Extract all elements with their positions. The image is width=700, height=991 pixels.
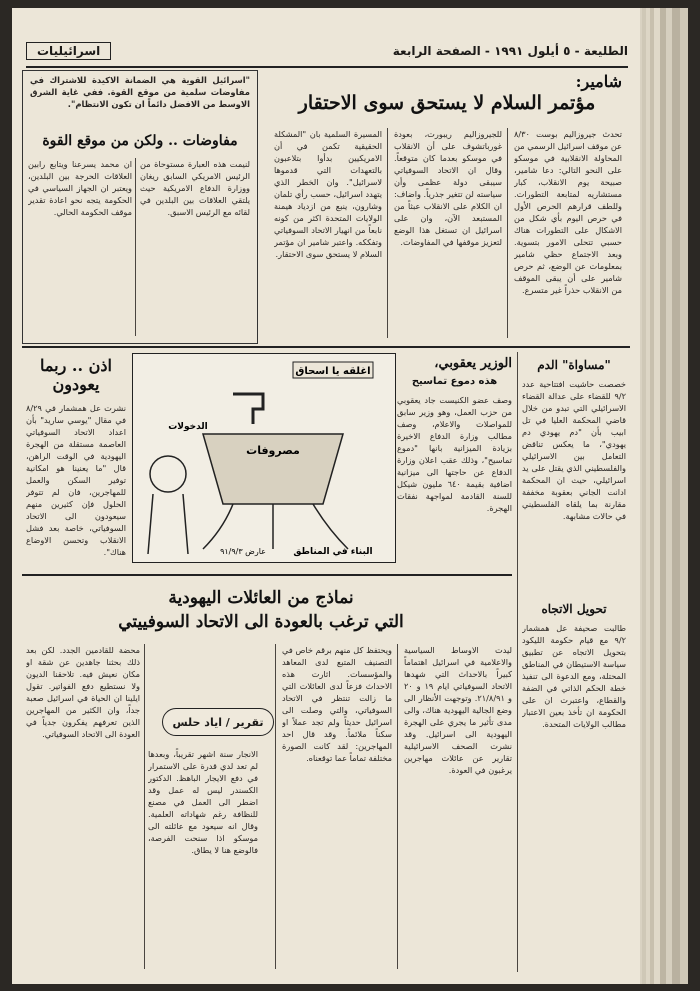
minister-headline: الوزير يعقوبي، (434, 356, 512, 371)
lead-headline: مؤتمر السلام لا يستحق سوى الاحتقار (298, 92, 596, 114)
families-col-4: محضة للقادمين الجدد. لكن بعد ذلك بحثنا جاهدين عن شقة او مكان نعيش فيه. تلاحقنا الديون ولا نستطيع دفع الفواتير. تقول ايلينا ان الحياة في اسرائيل صعبة جداً، وان الكثير من المهاجرين الذين تعرفهم يفكرون جدياً في العودة الى الاتحاد السوفياتي. (26, 645, 140, 739)
sidebar-intro: "اسرائيل القوية هي الضمانة الاكيدة للاشتراك في مفاوضات سلمية من موقع القوة. ففي غاية الشرق الاوسط من الافضل دائماً ان تكون الانتظام". (30, 75, 250, 109)
cartoon-title: اغلقه يا اسحاق (295, 366, 371, 377)
political-cartoon (132, 353, 396, 563)
families-headline-1: نماذج من العائلات اليهودية (168, 588, 354, 608)
sidebar-col-1: لنيمت هذه العبارة مستوحاة من الرئيس الامريكي السابق ريغان ووزارة الدفاع الامريكية حيث يلتقي العلاقات بين البلدين في لقائه مع الرئيس الاسبق. (140, 159, 250, 217)
cartoon-flow-label: الدخولات (168, 422, 208, 432)
families-headline-2: التي ترغب بالعودة الى الاتحاد السوفييتي (118, 612, 404, 632)
shift-headline: تحويل الاتجاه (541, 602, 607, 616)
equality-body: خصصت حاشيت افتتاحية عدد ٩/٢ للقضاء على عدالة القضاء الاسرائيلي التي تبدو من خلال قاضي المحكمة العليا في تل ابيب بأن "دم يهودي دم يهودي"، ما يعكس تناقض التعامل بين الاسرائيلي والفلسطيني الذي يقتل على يد اسرائيلي، حيث ان المحكمة ادانت الجاني بعقوبة مخففة مقارنة بما يلقاه الفلسطيني في حالات مشابهة. (522, 379, 626, 521)
families-col-2: ويحتفظ كل منهم برقم خاص في التصنيف المتبع لدى المعاهد والمؤسسات. اثارت هذه الاحداث فزعاً لدى العائلات التي ما زالت تنتظر في الاتحاد السوفياتي، والتي وصلت الى اسرائيل حديثاً ولم تجد عملاً او سكناً ملائماً. وقد قال احد المهاجرين: لقد كانت الصورة مختلفة تماماً عما توقعناه. (282, 645, 392, 763)
cartoon-bowl-label: مصروفات (246, 444, 300, 457)
sidebar-headline: مفاوضات .. ولكن من موقع القوة (42, 133, 238, 149)
families-col-1: ليدت الاوساط السياسية والاعلامية في اسرائيل اهتماماً كبيراً بالاحداث التي شهدها الاتحاد السوفياتي ايام ١٩ و ٢٠ و ٢١/٨/٩١. وتوجهت الأنظار الى وضع الجالية اليهودية هناك، والى مدى تأثير ما يجري على الهجرة اليهودية الى اسرائيل. وقد نشرت الصحف الاسرائيلية تقارير عن عائلات مهاجرين يرغبون في العودة. (404, 645, 512, 775)
lead-kicker: شامير: (575, 72, 622, 91)
lead-col-2: للجيروزاليم ريبورت، بعودة غورباتشوف على أن الانقلاب في موسكو بعدما كان متوقعاً. وقال ان الاتحاد السوفياتي سيبقى دولة عظمى وأن سياسته لن تتغير جذرياً. واضاف: ان الكلام على الانقلاب عبثاً من المستبعد الآن، وان على اسرائيل ان تستغل هذا الوضع لتعزيز موقفها في المفاوضات. (394, 129, 502, 247)
equality-headline: "مساواة" الدم (537, 358, 611, 372)
families-col-3: الانجار سنة اشهر تقريباً، وبعدها لم تعد لدي قدرة على الاستمرار في دفع الايجار الباهظ. الدكتور الكسندر ليس له عمل وقد اضطر الى العمل في مصنع للنظافة رغم شهاداته العلمية. وقال انه سيعود مع عائلته الى موسكو اذا سنحت الفرصة، فالوضع هنا لا يطاق. (148, 749, 258, 855)
byline: تقرير / اياد حلس (162, 708, 274, 736)
page-header (26, 36, 628, 68)
cartoon-signature: عارض ٩١/٩/٣ (220, 547, 266, 556)
cartoon-caption: البناء في المناطق (293, 547, 373, 557)
minister-subhead: هذه دموع تماسيح (411, 376, 498, 387)
return-headline: اذن .. ربما يعودون (40, 356, 112, 394)
minister-body: وصف عضو الكنيست جاد يعقوبي من حزب العمل، وهو وزير سابق للمواصلات والاعلام، وصف مطالب وزارة الدفاع الاخيرة بزيادة الميزانية بانها "دموع تماسيح"، وذلك عقب اعلان وزارة الدفاع عن حاجتها الى ميزانية اضافية بقيمة ٦٤٠ مليون شيكل للسنة القادمة لمواجهة نفقات الهجرة. (397, 395, 512, 513)
issue-line: الطليعة - ٥ أيلول ١٩٩١ - الصفحة الرابعة (392, 44, 628, 58)
return-body: نشرت عل همشمار في ٨/٢٩ في مقال "يوسي ساريد" بأن اعداد الاتحاد السوفياتي العاصمة مستقلة من الهجرة اليهودية في الوقت الراهن، قال "ما يعنينا هو امكانية توفير السكن والعمل للمهاجرين، فان لم تتوفر الحلول فإن كثيرين منهم سيعودون الى الاتحاد السوفياتي، خاصة بعد فشل الانقلاب وتحسن الاوضاع هناك". (26, 403, 126, 557)
section-label: اسرائيليات (26, 42, 111, 60)
newspaper-page (12, 8, 640, 984)
shift-body: طالبت صحيفة عل همشمار ٩/٢ مع قيام حكومة الليكود بتحويل الاتجاه عن تطبيق سياسة الاستيطان في المناطق المحتلة، ومع الدعوة الى تنفيذ خطة الحكم الذاتي في الضفة والقطاع، واعتبرت ان على الحكومة ان تأخذ بعين الاعتبار مطالب الولايات المتحدة. (522, 623, 626, 729)
lead-col-1: تحدث جيروزاليم بوست ٨/٣٠ عن موقف اسرائيل الرسمي من المحاولة الانقلابية في موسكو على النحو التالي: دعا شامير، صبيحة يوم الانقلاب، كبار مستشاريه لمتابعة التطورات. وللطف قرارهم الحرص الأول في حرص اليوم بأي شكل من الاشكال على التطورات هناك حسبي تتحلى الامور بتسوية. وبعد الاجتماع حظي شامير بمعلومات عن الوضع، ثم حرص شامير على أن يبقى الموقف من الانقلاب حذراً غير متسرع. (514, 129, 622, 295)
sidebar-col-2: ان محمد يسرعنا ويتابع رابين العلاقات الحرجة بين البلدين، ويعتبر ان الجهاز السياسي في الحكومة يتجه نحو اعادة تقدير موقف الحكومة الحالي. (28, 159, 132, 217)
lead-col-3: المسيرة السلمية بان "المشكلة الحقيقية تكمن في أن الامريكيين بدأوا بتلاعبون بالتعهدات التي قدموها لاسرائيل". وان الخطر الذي يتهدد اسرائيل، حسب رأي تلمان وشارون، ينبع من ازدياد هيمنة الولايات المتحدة اكثر من كونه نابعاً من انهيار الاتحاد السوفياتي وتفككه. واعتبر شامير ان مؤتمر السلام لا يستحق سوى الاحتقار. (274, 129, 382, 259)
cartoon-drawing (133, 354, 395, 562)
